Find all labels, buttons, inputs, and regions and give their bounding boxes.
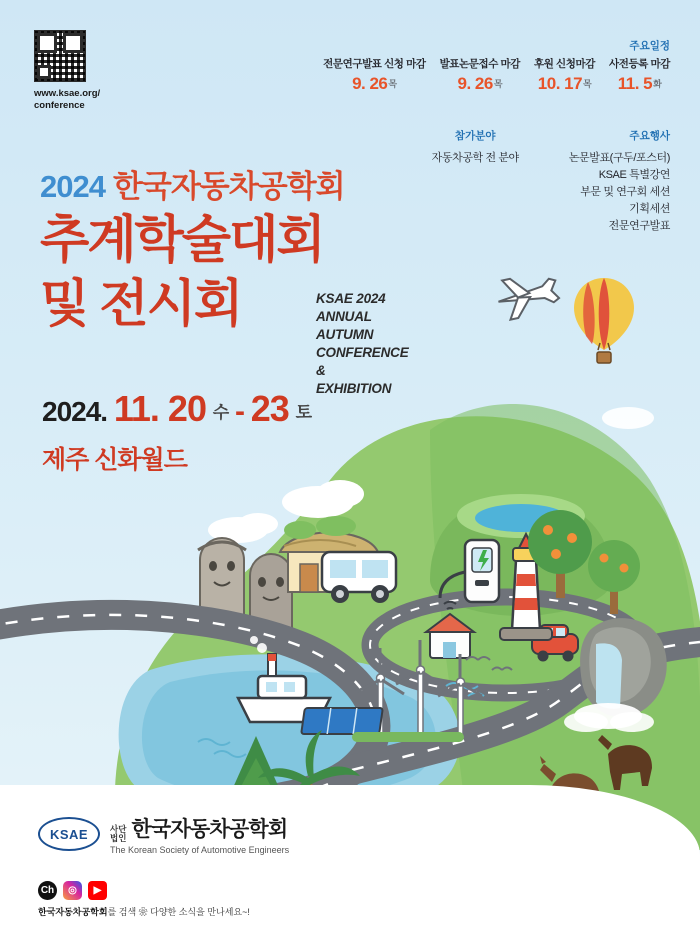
qr-url-line2: conference	[34, 100, 85, 111]
participation-title: 참가분야	[454, 130, 496, 142]
youtube-icon[interactable]: ▶	[88, 881, 107, 900]
headline-english-line: AUTUMN CONFERENCE &	[316, 327, 409, 378]
headline-big-line2: 및 전시회	[40, 275, 242, 332]
schedule-date-text: 9. 26	[352, 74, 388, 93]
sns-links	[38, 881, 107, 900]
sns-caption	[38, 905, 250, 918]
schedule-item-date	[323, 74, 425, 94]
events-line: 전문연구발표	[608, 220, 670, 232]
schedule-item-label: 후원 신청마감	[534, 58, 596, 70]
events-line: 부문 및 연구회 세션	[580, 186, 670, 198]
schedule-row	[270, 56, 670, 94]
channel-talk-icon[interactable]: Ch	[38, 881, 57, 900]
schedule-date-dow: 목	[388, 79, 397, 89]
schedule-item-date	[440, 74, 520, 94]
ksae-logo-en: The Korean Society of Automotive Engineers	[110, 845, 290, 855]
qr-url	[34, 88, 122, 112]
schedule-date-text: 11. 5	[617, 74, 653, 93]
schedule-item	[534, 56, 595, 94]
footer	[0, 785, 700, 933]
ksae-logo-prefix-1: 사단	[110, 824, 127, 834]
schedule-item	[609, 56, 670, 94]
qr-block	[34, 30, 122, 112]
schedule-date-dow: 목	[583, 79, 592, 89]
ksae-logo-kr: 한국자동차공학회	[131, 818, 288, 841]
headline-line1	[40, 168, 345, 206]
ksae-logo-text	[110, 813, 289, 855]
event-date-end-dow: 토	[295, 403, 312, 422]
events-line: 논문발표(구두/포스터)	[568, 152, 670, 164]
schedule-item-label: 발표논문접수 마감	[439, 58, 521, 70]
participation-line: 자동차공학 전 분야	[431, 152, 519, 164]
schedule-item	[323, 56, 425, 94]
event-venue: 제주 신화월드	[42, 446, 187, 474]
headline-org: 한국자동차공학회	[112, 169, 345, 204]
headline-english-line: EXHIBITION	[316, 381, 392, 396]
headline-big-line1: 추계학술대회	[40, 211, 324, 268]
ksae-logo-mark: KSAE	[38, 817, 100, 851]
events-title: 주요행사	[629, 130, 670, 142]
ksae-logo-prefix-2: 법인	[110, 833, 127, 843]
qr-code-icon[interactable]	[34, 30, 86, 82]
schedule-date-text: 9. 26	[457, 74, 493, 93]
event-date-year: 2024.	[42, 396, 108, 427]
participation-block	[432, 128, 519, 167]
schedule-item	[440, 56, 520, 94]
airplane-icon	[494, 270, 561, 322]
schedule-item-label: 전문연구발표 신청 마감	[323, 58, 426, 70]
schedule-date-dow: 화	[653, 79, 662, 89]
instagram-icon[interactable]: ◎	[63, 881, 82, 900]
schedule-item-date	[534, 74, 595, 94]
events-line: 기획세션	[629, 203, 670, 215]
event-date-start-dow: 수	[212, 403, 229, 422]
solar-panel-icon	[301, 708, 383, 734]
schedule-item-label: 사전등록 마감	[609, 58, 670, 70]
sns-caption-rest: 를 검색 ❀ 다양한 소식을 만나세요~!	[107, 907, 250, 917]
event-date-start: 11. 20	[113, 388, 206, 429]
hot-air-balloon-icon	[574, 278, 634, 363]
headline-english-line: KSAE 2024 ANNUAL	[316, 291, 386, 324]
ksae-logo	[38, 813, 289, 855]
events-block	[569, 128, 670, 235]
info-blocks	[432, 128, 670, 235]
events-line: KSAE 특별강연	[598, 169, 670, 181]
schedule-item-date	[609, 74, 670, 94]
qr-url-line1: www.ksae.org/	[34, 88, 101, 99]
event-date-dash: -	[234, 395, 244, 428]
schedule-section-title: 주요일정	[629, 40, 670, 52]
illustration	[0, 230, 700, 850]
sns-caption-bold: 한국자동차공학회	[38, 907, 108, 917]
schedule-date-dow: 목	[493, 79, 503, 89]
event-date-end: 23	[250, 388, 289, 429]
schedule-date-text: 10. 17	[537, 74, 583, 93]
headline-year: 2024	[40, 169, 105, 204]
